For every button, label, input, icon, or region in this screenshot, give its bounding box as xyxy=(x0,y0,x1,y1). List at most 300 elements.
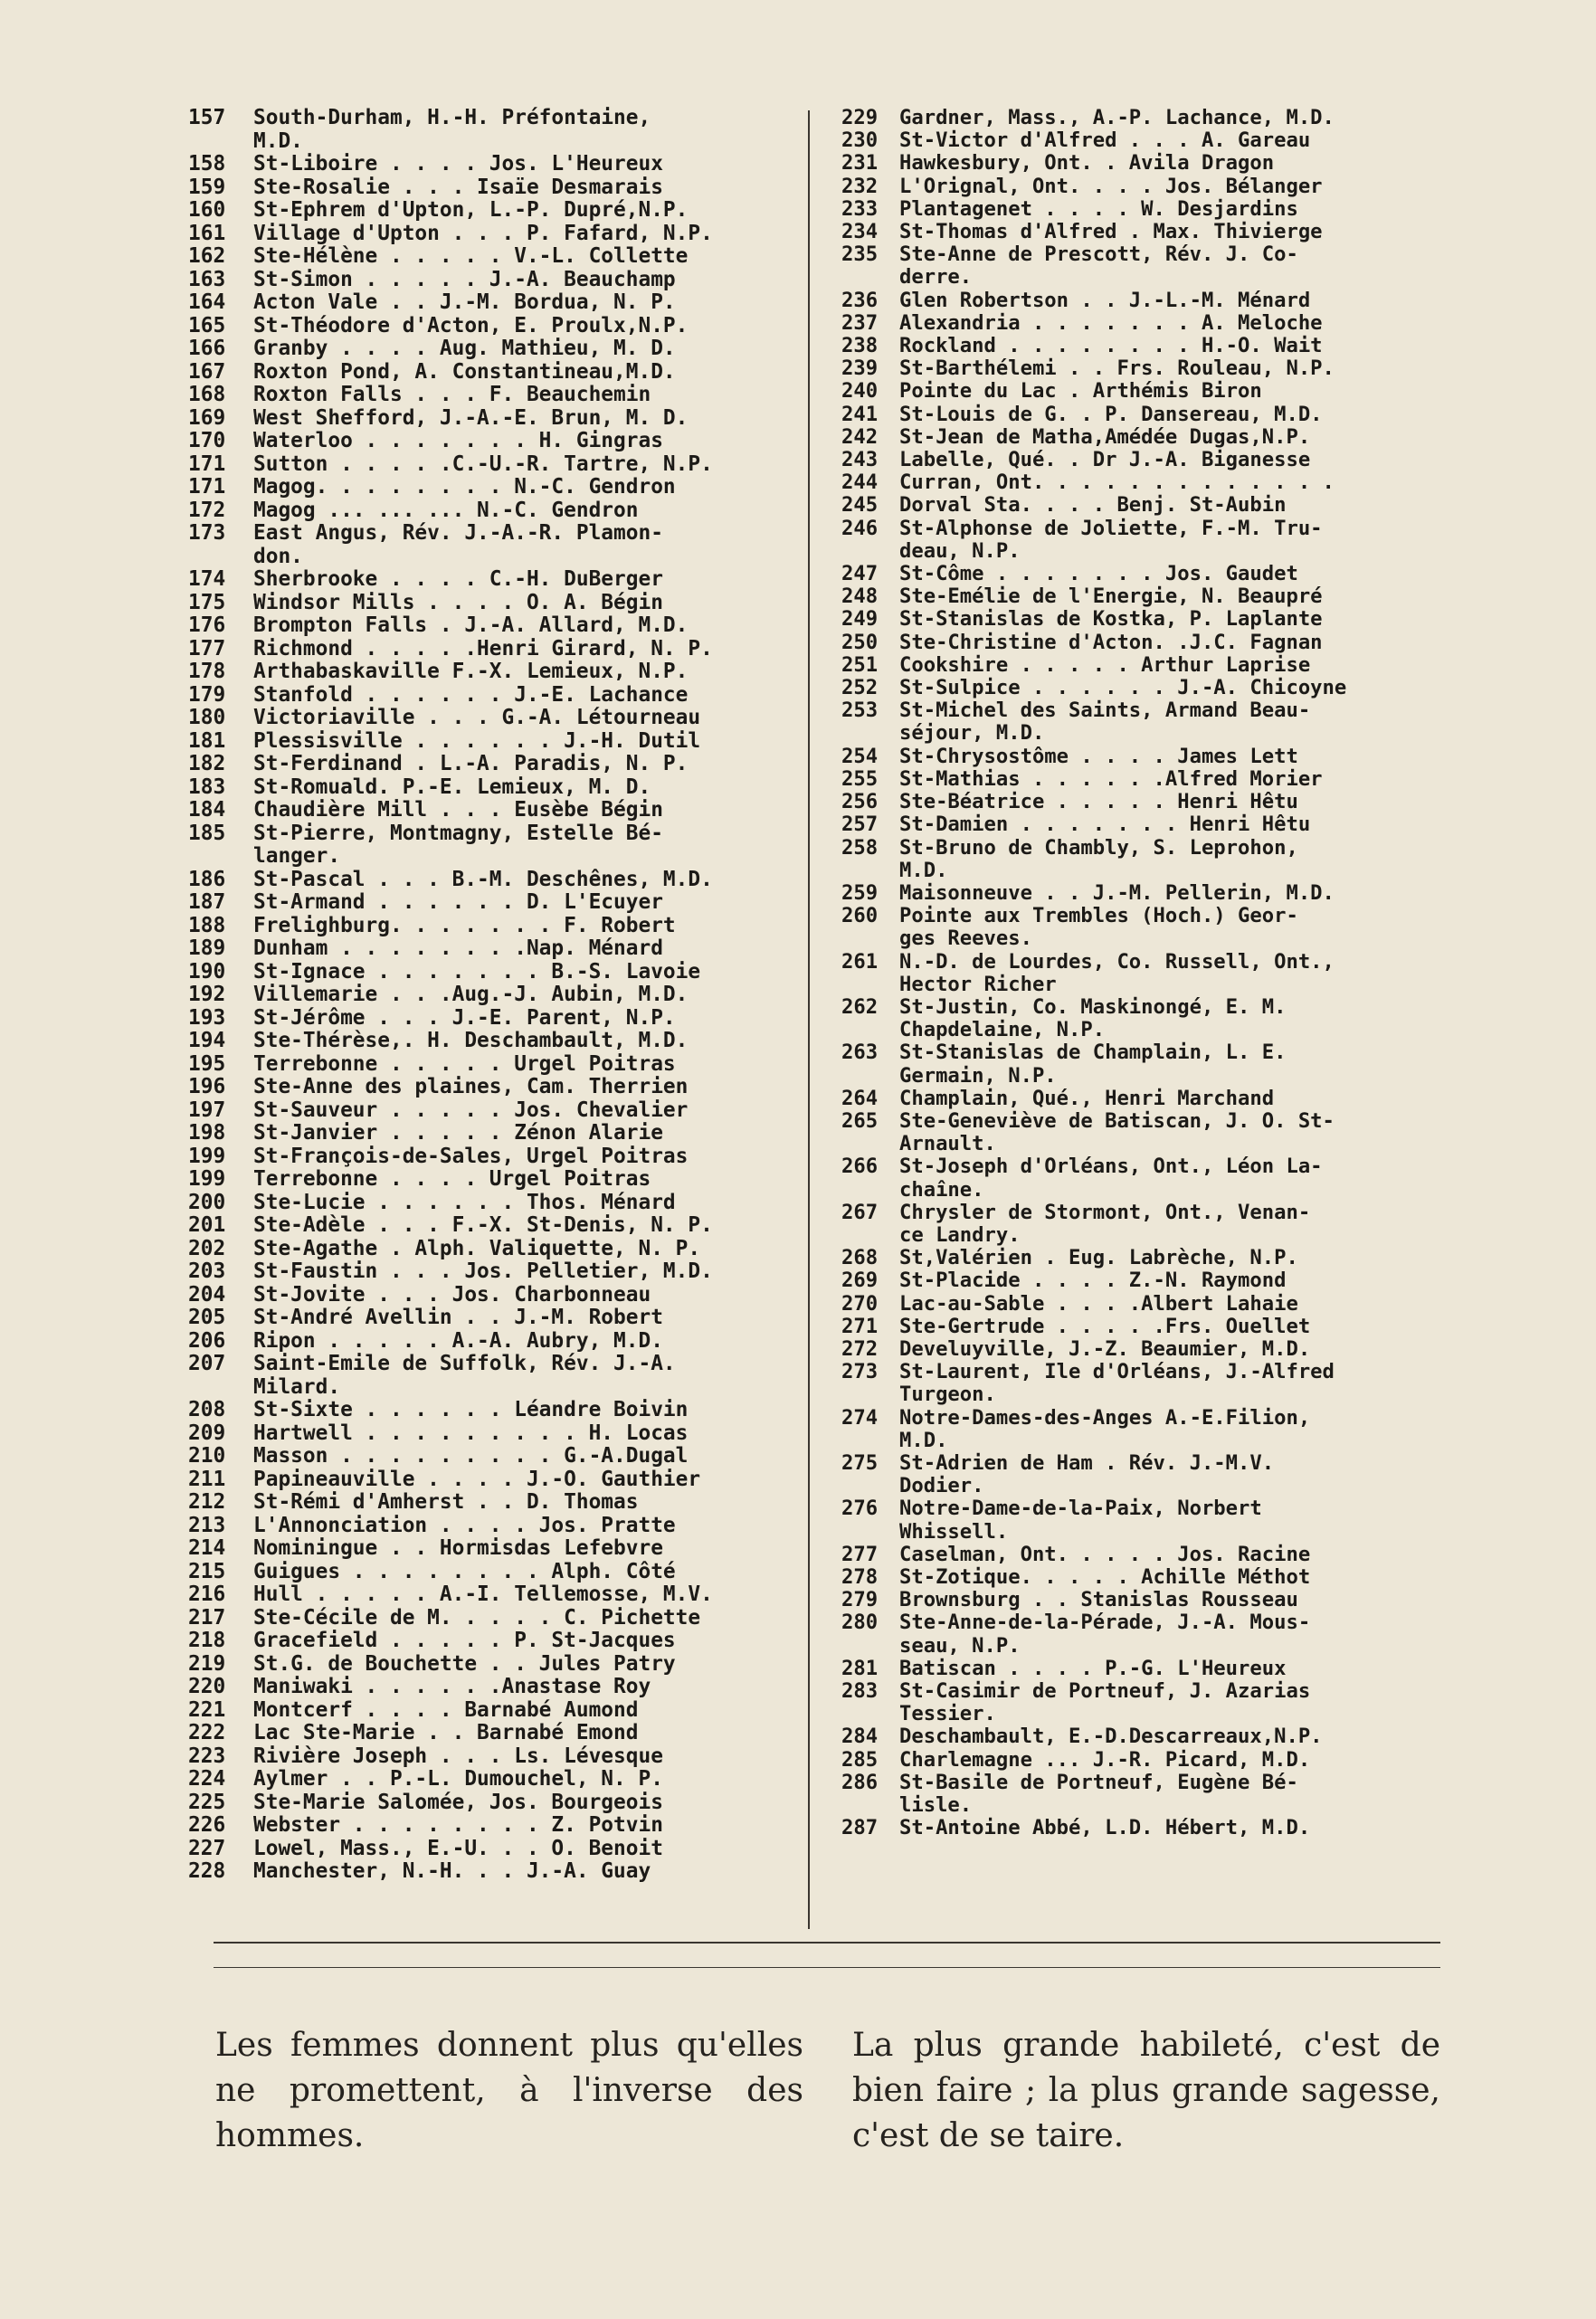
directory-entry-continuation xyxy=(841,1019,1430,1041)
entry-number: 171 xyxy=(188,475,226,499)
entry-number: 236 xyxy=(841,288,879,312)
entry-number: 270 xyxy=(841,1291,879,1316)
directory-entry xyxy=(188,1607,803,1630)
entry-text: St-Ephrem d'Upton, L.-P. Dupré,N.P. xyxy=(253,199,689,222)
directory-entry xyxy=(188,153,803,176)
entry-number: 217 xyxy=(188,1605,226,1630)
entry-number: 277 xyxy=(841,1542,879,1566)
entry-text: St-Bruno de Chambly, S. Leprohon, xyxy=(899,836,1298,860)
entry-number: 285 xyxy=(841,1747,879,1772)
entry-number: 166 xyxy=(188,337,226,360)
entry-number: 168 xyxy=(188,383,226,406)
entry-text: Plantagenet . . . . W. Desjardins xyxy=(899,197,1298,221)
directory-entry xyxy=(188,1583,803,1607)
entry-text: St-Antoine Abbé, L.D. Hébert, M.D. xyxy=(899,1817,1311,1840)
directory-entry xyxy=(841,1680,1430,1703)
directory-entry xyxy=(841,1088,1430,1110)
entry-text: St-Basile de Portneuf, Eugène Bé- xyxy=(899,1771,1298,1794)
entry-text: M.D. xyxy=(253,129,303,153)
entry-text: St-Adrien de Ham . Rév. J.-M.V. xyxy=(899,1451,1275,1475)
entry-text: Acton Vale . . J.-M. Bordua, N. P. xyxy=(253,291,676,314)
entry-number: 250 xyxy=(841,630,879,654)
entry-text: Ste-Adèle . . . F.-X. St-Denis, N. P. xyxy=(253,1214,713,1237)
entry-number: 174 xyxy=(188,567,226,591)
entry-number: 213 xyxy=(188,1513,226,1537)
entry-number: 273 xyxy=(841,1360,879,1384)
directory-entry xyxy=(841,1589,1430,1611)
directory-entry-continuation xyxy=(841,722,1430,745)
entry-text: Maniwaki . . . . . .Anastase Roy xyxy=(253,1676,651,1698)
entry-text: Milard. xyxy=(253,1375,341,1399)
entry-text: St-Janvier . . . . . Zénon Alarie xyxy=(253,1122,663,1145)
entry-number: 232 xyxy=(841,174,879,198)
entry-number: 222 xyxy=(188,1721,226,1744)
entry-text: St-Sixte . . . . . . Léandre Boivin xyxy=(253,1399,689,1421)
directory-entry xyxy=(188,223,803,246)
directory-entry xyxy=(841,152,1430,175)
entry-text: Villemarie . . .Aug.-J. Aubin, M.D. xyxy=(253,984,689,1006)
entry-number: 281 xyxy=(841,1656,879,1680)
entry-number: 173 xyxy=(188,521,226,545)
directory-entry xyxy=(841,176,1430,198)
entry-text: Webster . . . . . . . . Z. Potvin xyxy=(253,1814,663,1837)
entry-number: 215 xyxy=(188,1559,226,1583)
entry-text: Hector Richer xyxy=(899,973,1057,996)
entry-number: 283 xyxy=(841,1679,879,1704)
entry-text: St-Sauveur . . . . . Jos. Chevalier xyxy=(253,1098,689,1122)
directory-entry xyxy=(188,1491,803,1515)
entry-text: St-François-de-Sales, Urgel Poitras xyxy=(253,1145,689,1168)
entry-number: 229 xyxy=(841,106,879,129)
entry-number: 284 xyxy=(841,1725,879,1749)
directory-entry xyxy=(188,730,803,754)
left-entry-column xyxy=(188,107,803,1884)
entry-number xyxy=(841,1703,899,1725)
entry-text: don. xyxy=(253,545,303,568)
entry-number: 265 xyxy=(841,1108,879,1133)
entry-text: St-Stanislas de Kostka, P. Laplante xyxy=(899,608,1323,632)
entry-text: St-Pierre, Montmagny, Estelle Bé- xyxy=(253,822,663,845)
entry-number: 184 xyxy=(188,798,226,822)
entry-text: Glen Robertson . . J.-L.-M. Ménard xyxy=(899,289,1311,312)
directory-entry xyxy=(188,291,803,315)
entry-text: St.G. de Bouchette . . Jules Patry xyxy=(253,1652,676,1676)
directory-entry xyxy=(188,1353,803,1376)
directory-entry xyxy=(841,1110,1430,1133)
directory-entry xyxy=(841,1316,1430,1338)
entry-text: L'Orignal, Ont. . . . Jos. Bélanger xyxy=(899,175,1323,198)
entry-text: St-Jovite . . . Jos. Charbonneau xyxy=(253,1283,651,1307)
entry-number: 280 xyxy=(841,1611,879,1635)
entry-number: 207 xyxy=(188,1352,226,1375)
entry-number: 193 xyxy=(188,1005,226,1030)
entry-number: 268 xyxy=(841,1246,879,1270)
entry-number: 255 xyxy=(841,766,879,791)
directory-entry xyxy=(841,426,1430,449)
entry-text: St-Jérôme . . . J.-E. Parent, N.P. xyxy=(253,1006,676,1030)
entry-text: Nominingue . . Hormisdas Lefebvre xyxy=(253,1537,663,1560)
directory-entry xyxy=(188,799,803,822)
directory-entry xyxy=(188,499,803,523)
directory-entry xyxy=(188,269,803,292)
directory-entry xyxy=(188,1238,803,1261)
entry-text: ges Reeves. xyxy=(899,927,1032,951)
directory-entry xyxy=(841,1155,1430,1178)
directory-entry xyxy=(841,837,1430,860)
entry-number: 179 xyxy=(188,682,226,707)
entry-number: 287 xyxy=(841,1816,879,1840)
entry-text: West Shefford, J.-A.-E. Brun, M. D. xyxy=(253,406,689,430)
entry-number: 253 xyxy=(841,699,879,723)
entry-number: 175 xyxy=(188,590,226,614)
entry-text: Magog ... ... ... N.-C. Gendron xyxy=(253,499,639,522)
directory-entry-continuation xyxy=(188,1376,803,1400)
directory-entry xyxy=(841,951,1430,974)
entry-number: 214 xyxy=(188,1536,226,1560)
entry-text: East Angus, Rév. J.-A.-R. Plamon- xyxy=(253,522,663,545)
entry-number: 278 xyxy=(841,1565,879,1589)
entry-text: Turgeon. xyxy=(899,1383,996,1407)
directory-entry xyxy=(841,1725,1430,1748)
entry-text: St-Ignace . . . . . . . B.-S. Lavoie xyxy=(253,960,701,984)
entry-text: St-Rémi d'Amherst . . D. Thomas xyxy=(253,1491,639,1514)
entry-text: Deschambault, E.-D.Descarreaux,N.P. xyxy=(899,1725,1323,1749)
entry-text: Hawkesbury, Ont. . Avila Dragon xyxy=(899,152,1275,176)
entry-text: Roxton Falls . . . F. Beauchemin xyxy=(253,384,651,406)
entry-text: Granby . . . . Aug. Mathieu, M. D. xyxy=(253,337,676,360)
directory-entry xyxy=(841,243,1430,266)
entry-number: 220 xyxy=(188,1675,226,1698)
directory-entry xyxy=(188,891,803,915)
entry-text: Maisonneuve . . J.-M. Pellerin, M.D. xyxy=(899,881,1335,905)
directory-entry xyxy=(188,1192,803,1215)
directory-entry xyxy=(188,361,803,385)
entry-number: 187 xyxy=(188,890,226,914)
entry-number: 264 xyxy=(841,1086,879,1110)
entry-text: Ste-Agathe . Alph. Valiquette, N. P. xyxy=(253,1237,701,1260)
directory-entry xyxy=(188,1284,803,1307)
directory-entry xyxy=(841,699,1430,722)
entry-text: Pointe du Lac . Arthémis Biron xyxy=(899,380,1262,404)
entry-text: Papineauville . . . . J.-O. Gauthier xyxy=(253,1468,701,1491)
entry-number: 190 xyxy=(188,959,226,984)
entry-number xyxy=(841,1794,899,1817)
entry-text: Hull . . . . . A.-I. Tellemosse, M.V. xyxy=(253,1583,713,1606)
entry-number: 172 xyxy=(188,498,226,522)
directory-entry xyxy=(841,996,1430,1019)
directory-entry xyxy=(188,176,803,200)
entry-number: 231 xyxy=(841,151,879,176)
directory-entry xyxy=(188,199,803,223)
entry-number: 254 xyxy=(841,744,879,768)
directory-entry xyxy=(841,518,1430,540)
entry-number: 160 xyxy=(188,198,226,222)
entry-number: 216 xyxy=(188,1582,226,1606)
entry-text: Lac-au-Sable . . . .Albert Lahaie xyxy=(899,1292,1298,1316)
entry-text: Brownsburg . . Stanislas Rousseau xyxy=(899,1589,1298,1612)
entry-text: Labelle, Qué. . Dr J.-A. Biganesse xyxy=(899,449,1311,472)
entry-text: Magog. . . . . . . . N.-C. Gendron xyxy=(253,476,676,499)
entry-number: 275 xyxy=(841,1450,879,1475)
directory-entry-continuation xyxy=(841,1430,1430,1452)
entry-number: 221 xyxy=(188,1697,226,1722)
entry-text: Ste-Emélie de l'Energie, N. Beaupré xyxy=(899,585,1323,609)
entry-number: 257 xyxy=(841,813,879,837)
entry-number: 246 xyxy=(841,516,879,540)
entry-text: Ste-Christine d'Acton. .J.C. Fagnan xyxy=(899,631,1323,654)
entry-number: 211 xyxy=(188,1467,226,1491)
directory-entry xyxy=(841,882,1430,905)
entry-text: Batiscan . . . . P.-G. L'Heureux xyxy=(899,1657,1287,1680)
entry-number: 203 xyxy=(188,1259,226,1283)
entry-number: 251 xyxy=(841,652,879,677)
entry-text: Frelighburg. . . . . . . F. Robert xyxy=(253,914,676,937)
entry-number: 204 xyxy=(188,1282,226,1307)
entry-number: 198 xyxy=(188,1121,226,1145)
entry-text: L'Annonciation . . . . Jos. Pratte xyxy=(253,1514,676,1537)
directory-entry xyxy=(841,404,1430,426)
entry-text: M.D. xyxy=(899,1429,948,1452)
directory-entry xyxy=(841,312,1430,335)
entry-text: Ste-Thérèse,. H. Deschambault, M.D. xyxy=(253,1030,689,1052)
entry-number: 247 xyxy=(841,562,879,586)
directory-entry xyxy=(188,1445,803,1468)
entry-number: 266 xyxy=(841,1155,879,1179)
directory-entry xyxy=(841,380,1430,403)
entry-number: 218 xyxy=(188,1629,226,1652)
directory-entry xyxy=(188,1468,803,1492)
directory-entry xyxy=(188,1030,803,1053)
directory-entry xyxy=(188,1076,803,1099)
entry-text: Richmond . . . . .Henri Girard, N. P. xyxy=(253,637,713,661)
entry-text: Roxton Pond, A. Constantineau,M.D. xyxy=(253,360,676,384)
directory-entry xyxy=(841,905,1430,927)
entry-number: 201 xyxy=(188,1213,226,1237)
entry-number: 228 xyxy=(188,1859,226,1883)
entry-number: 263 xyxy=(841,1041,879,1065)
entry-number: 249 xyxy=(841,607,879,632)
directory-entry xyxy=(188,1745,803,1769)
entry-text: St-Côme . . . . . . . Jos. Gaudet xyxy=(899,563,1298,586)
directory-entry xyxy=(841,1338,1430,1361)
entry-text: Ste-Gertrude . . . . .Frs. Ouellet xyxy=(899,1315,1311,1338)
entry-number: 243 xyxy=(841,448,879,472)
directory-entry-continuation xyxy=(841,1794,1430,1817)
directory-entry xyxy=(188,430,803,453)
directory-entry xyxy=(841,335,1430,357)
entry-number: 165 xyxy=(188,313,226,337)
entry-text: Aylmer . . P.-L. Dumouchel, N. P. xyxy=(253,1768,663,1791)
directory-entry xyxy=(188,1653,803,1677)
entry-number: 238 xyxy=(841,334,879,358)
directory-entry xyxy=(188,961,803,984)
directory-entry xyxy=(841,1566,1430,1589)
entry-number xyxy=(841,1521,899,1544)
entry-number xyxy=(841,860,899,882)
entry-text: langer. xyxy=(253,845,341,868)
entry-number: 235 xyxy=(841,242,879,267)
entry-number xyxy=(841,1065,899,1088)
entry-number: 163 xyxy=(188,267,226,291)
entry-text: Masson . . . . . . . . . G.-A.Dugal xyxy=(253,1445,689,1468)
entry-number xyxy=(841,1179,899,1202)
directory-entry xyxy=(841,1407,1430,1430)
entry-text: Ste-Anne-de-la-Pérade, J.-A. Mous- xyxy=(899,1611,1311,1635)
entry-number: 248 xyxy=(841,585,879,609)
entry-text: Ste-Béatrice . . . . . Henri Hêtu xyxy=(899,791,1298,814)
entry-text: St-Armand . . . . . . D. L'Ecuyer xyxy=(253,891,663,914)
directory-entry xyxy=(841,1497,1430,1520)
entry-text: Chrysler de Stormont, Ont., Venan- xyxy=(899,1201,1311,1224)
entry-text: Charlemagne ... J.-R. Picard, M.D. xyxy=(899,1748,1311,1772)
entry-text: St-Barthélemi . . Frs. Rouleau, N.P. xyxy=(899,357,1335,381)
directory-entry xyxy=(188,614,803,638)
directory-entry xyxy=(841,768,1430,791)
directory-entry xyxy=(841,1041,1430,1064)
entry-text: M.D. xyxy=(899,859,948,882)
entry-text: St-Damien . . . . . . . Henri Hêtu xyxy=(899,813,1311,837)
separator-rule xyxy=(214,1942,1440,1944)
directory-entry xyxy=(841,221,1430,243)
column-divider xyxy=(808,110,810,1929)
entry-text: chaîne. xyxy=(899,1178,984,1202)
entry-text: Gardner, Mass., A.-P. Lachance, M.D. xyxy=(899,107,1335,129)
entry-number: 279 xyxy=(841,1588,879,1612)
directory-entry xyxy=(188,1515,803,1538)
entry-number: 186 xyxy=(188,867,226,891)
right-entry-column xyxy=(841,107,1430,1839)
directory-entry xyxy=(841,129,1430,152)
entry-text: Sutton . . . . .C.-U.-R. Tartre, N.P. xyxy=(253,452,713,476)
entry-number: 239 xyxy=(841,356,879,381)
entry-number xyxy=(841,1133,899,1155)
entry-text: Waterloo . . . . . . . H. Gingras xyxy=(253,430,663,452)
directory-entry xyxy=(188,1699,803,1723)
entry-number: 202 xyxy=(188,1236,226,1260)
entry-text: Ste-Rosalie . . . Isaïe Desmarais xyxy=(253,176,663,199)
entry-number: 189 xyxy=(188,936,226,960)
entry-text: N.-D. de Lourdes, Co. Russell, Ont., xyxy=(899,950,1335,974)
directory-entry-continuation xyxy=(841,927,1430,950)
entry-text: Curran, Ont. . . . . . . . . . . . . xyxy=(899,471,1335,495)
directory-entry xyxy=(188,453,803,477)
entry-text: St-André Avellin . . J.-M. Robert xyxy=(253,1307,663,1329)
directory-entry-continuation xyxy=(841,1383,1430,1406)
directory-entry-continuation xyxy=(188,845,803,869)
entry-number: 188 xyxy=(188,913,226,937)
entry-number xyxy=(841,1383,899,1406)
entry-text: Lowel, Mass., E.-U. . . O. Benoit xyxy=(253,1837,663,1860)
entry-text: Arthabaskaville F.-X. Lemieux, N.P. xyxy=(253,661,689,683)
directory-entry xyxy=(841,1293,1430,1316)
entry-text: St-Justin, Co. Maskinongé, E. M. xyxy=(899,995,1287,1019)
entry-number xyxy=(841,974,899,996)
entry-text: Chapdelaine, N.P. xyxy=(899,1019,1106,1042)
entry-number: 223 xyxy=(188,1744,226,1768)
entry-number: 185 xyxy=(188,821,226,845)
directory-entry xyxy=(841,813,1430,836)
directory-entry xyxy=(841,107,1430,129)
entry-text: Tessier. xyxy=(899,1703,996,1726)
entry-number: 227 xyxy=(188,1836,226,1860)
entry-number: 205 xyxy=(188,1306,226,1329)
entry-text: St-Sulpice . . . . . . J.-A. Chicoyne xyxy=(899,677,1347,700)
directory-entry xyxy=(841,449,1430,471)
directory-entry xyxy=(841,471,1430,494)
entry-number: 256 xyxy=(841,790,879,814)
entry-number: 183 xyxy=(188,775,226,799)
directory-entry xyxy=(841,1658,1430,1680)
entry-number: 192 xyxy=(188,983,226,1006)
directory-entry xyxy=(188,869,803,892)
directory-entry xyxy=(841,632,1430,654)
directory-entry-continuation xyxy=(841,1521,1430,1544)
entry-number xyxy=(841,722,899,745)
entry-text: Terrebonne . . . . . Urgel Poitras xyxy=(253,1052,676,1076)
separator-rule-thin xyxy=(214,1967,1440,1968)
directory-entry xyxy=(188,1122,803,1145)
directory-entry xyxy=(841,494,1430,517)
directory-entry xyxy=(841,746,1430,768)
entry-number: 258 xyxy=(841,835,879,860)
directory-entry xyxy=(188,1399,803,1422)
entry-number: 259 xyxy=(841,880,879,905)
directory-entry xyxy=(188,1330,803,1354)
directory-entry xyxy=(841,1817,1430,1839)
directory-entry xyxy=(188,937,803,961)
directory-entry xyxy=(841,791,1430,813)
entry-text: Dodier. xyxy=(899,1475,984,1498)
entry-number: 158 xyxy=(188,152,226,176)
directory-entry xyxy=(841,1611,1430,1634)
entry-text: Lac Ste-Marie . . Barnabé Emond xyxy=(253,1722,639,1744)
directory-entry-continuation xyxy=(841,1635,1430,1658)
entry-text: Village d'Upton . . . P. Fafard, N.P. xyxy=(253,222,713,245)
directory-entry xyxy=(188,984,803,1007)
directory-entry xyxy=(188,1561,803,1584)
directory-entry-continuation xyxy=(841,1065,1430,1088)
entry-text: Notre-Dames-des-Anges A.-E.Filion, xyxy=(899,1406,1311,1430)
entry-text: Rivière Joseph . . . Ls. Lévesque xyxy=(253,1744,663,1768)
entry-text: St-Ferdinand . L.-A. Paradis, N. P. xyxy=(253,753,689,775)
entry-text: Ste-Marie Salomée, Jos. Bourgeois xyxy=(253,1791,663,1814)
entry-number: 244 xyxy=(841,470,879,495)
entry-text: deau, N.P. xyxy=(899,539,1021,563)
directory-entry xyxy=(841,290,1430,312)
entry-number: 225 xyxy=(188,1790,226,1814)
entry-text: Manchester, N.-H. . . J.-A. Guay xyxy=(253,1860,651,1883)
entry-text: St-Romuald. P.-E. Lemieux, M. D. xyxy=(253,775,651,799)
directory-entry xyxy=(841,1452,1430,1475)
directory-entry xyxy=(188,1676,803,1699)
directory-entry xyxy=(841,585,1430,608)
directory-entry xyxy=(188,1214,803,1238)
entry-number: 272 xyxy=(841,1336,879,1361)
entry-text: lisle. xyxy=(899,1794,973,1818)
directory-entry xyxy=(188,684,803,708)
entry-number xyxy=(188,1376,253,1400)
directory-entry xyxy=(188,315,803,338)
directory-entry xyxy=(841,654,1430,677)
entry-number: 286 xyxy=(841,1770,879,1794)
directory-entry-continuation xyxy=(841,860,1430,882)
directory-entry xyxy=(188,1792,803,1815)
entry-number: 210 xyxy=(188,1444,226,1468)
entry-text: Ste-Lucie . . . . . . Thos. Ménard xyxy=(253,1191,676,1214)
directory-entry xyxy=(188,407,803,431)
entry-text: Montcerf . . . . Barnabé Aumond xyxy=(253,1698,639,1722)
directory-entry xyxy=(841,357,1430,380)
